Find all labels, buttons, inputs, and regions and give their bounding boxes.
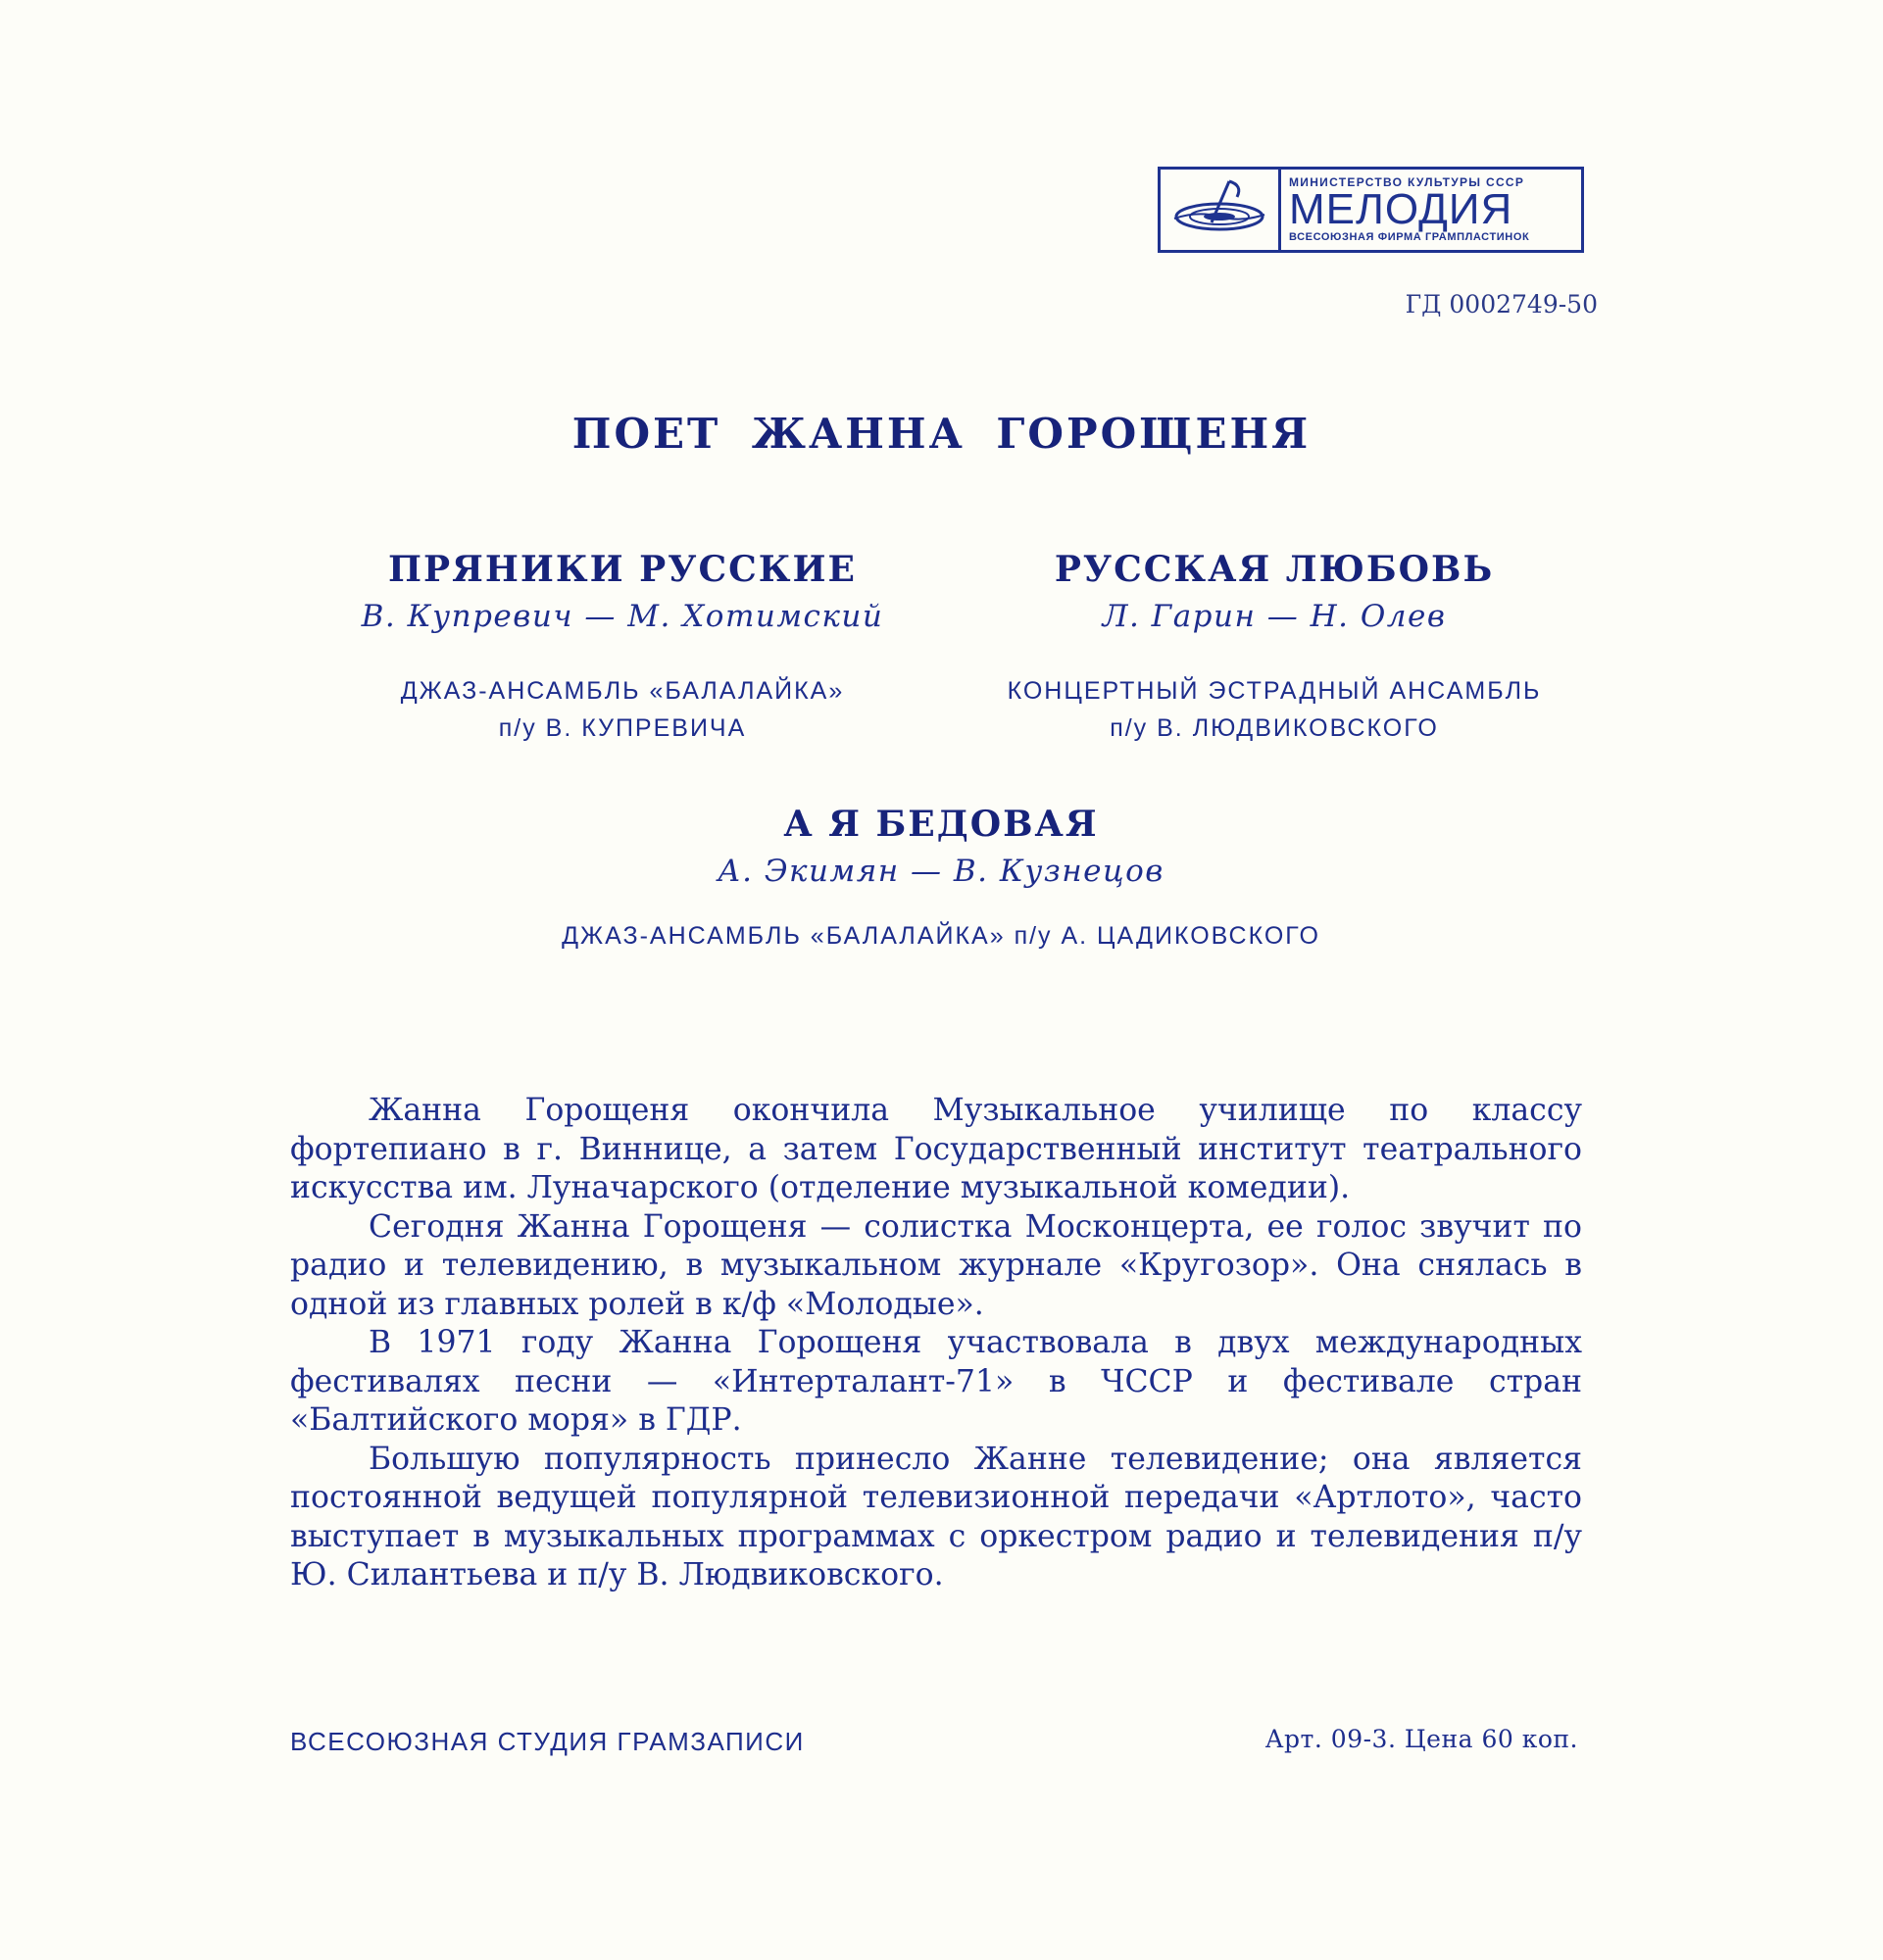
studio-credit: ВСЕСОЮЗНАЯ СТУДИЯ ГРАМЗАПИСИ [290,1727,805,1756]
biography [290,1092,1582,1595]
logo-brand-text: МЕЛОДИЯ [1289,185,1513,233]
bio-paragraph: В 1971 году Жанна Горощеня участвовала в двух международных фестивалях песни — «Интерталант-71» в ЧССР и фестивале стран «Балтийского моря» в ГДР. [290,1325,1582,1438]
melodiya-logo [1158,167,1584,253]
song-ensemble [284,672,961,747]
melodiya-wordmark [1281,170,1581,250]
ensemble-line: КОНЦЕРТНЫЙ ЭСТРАДНЫЙ АНСАМБЛЬ [1007,677,1542,705]
song-entry [284,547,961,747]
song-ensemble [921,672,1627,747]
song-authors: В. Купревич — М. Хотимский [361,599,884,634]
ensemble-line: п/у В. КУПРЕВИЧА [498,714,747,742]
bio-paragraph: Жанна Горощеня окончила Музыкальное училище по классу фортепиано в г. Виннице, а затем Государственный институт театрального искусства им. Луначарского (отделение музыкальной комедии). [290,1093,1582,1205]
song-ensemble [412,917,1470,955]
bio-paragraph: Сегодня Жанна Горощеня — солистка Москонцерта, ее голос звучит по радио и телевидению, в музыкальном журнале «Кругозор». Она снялась в одной из главных ролей в к/ф «Молодые». [290,1208,1582,1322]
ensemble-line: ДЖАЗ-АНСАМБЛЬ «БАЛАЛАЙКА» п/у А. ЦАДИКОВСКОГО [562,922,1320,950]
ensemble-line: п/у В. ЛЮДВИКОВСКОГО [1110,714,1439,742]
album-title: ПОЕТ ЖАННА ГОРОЩЕНЯ [571,410,1312,458]
song-title: ПРЯНИКИ РУССКИЕ [388,549,857,590]
song-title: РУССКАЯ ЛЮБОВЬ [1054,549,1495,590]
bio-paragraph: Большую популярность принесло Жанне телевидение; она является постоянной ведущей популярной телевизионной передачи «Артлото», часто выступает в музыкальных программах с оркестром радио и телевидения п/у Ю. Силантьева и п/у В. Людвиковского. [290,1441,1582,1592]
logo-firm-text: ВСЕСОЮЗНАЯ ФИРМА ГРАМПЛАСТИНОК [1289,231,1530,243]
melodiya-emblem-icon [1161,170,1281,250]
logo-ministry-text: МИНИСТЕРСТВО КУЛЬТУРЫ СССР [1289,175,1525,189]
song-entry [921,547,1627,747]
price-label: Арт. 09-3. Цена 60 коп. [1264,1725,1578,1753]
catalog-number: ГД 0002749-50 [1405,290,1598,318]
song-authors: А. Экимян — В. Кузнецов [718,854,1164,889]
song-authors: Л. Гарин — Н. Олев [1102,599,1447,634]
song-entry [412,802,1470,955]
ensemble-line: ДЖАЗ-АНСАМБЛЬ «БАЛАЛАЙКА» [400,677,845,705]
song-title: А Я БЕДОВАЯ [783,804,1099,845]
